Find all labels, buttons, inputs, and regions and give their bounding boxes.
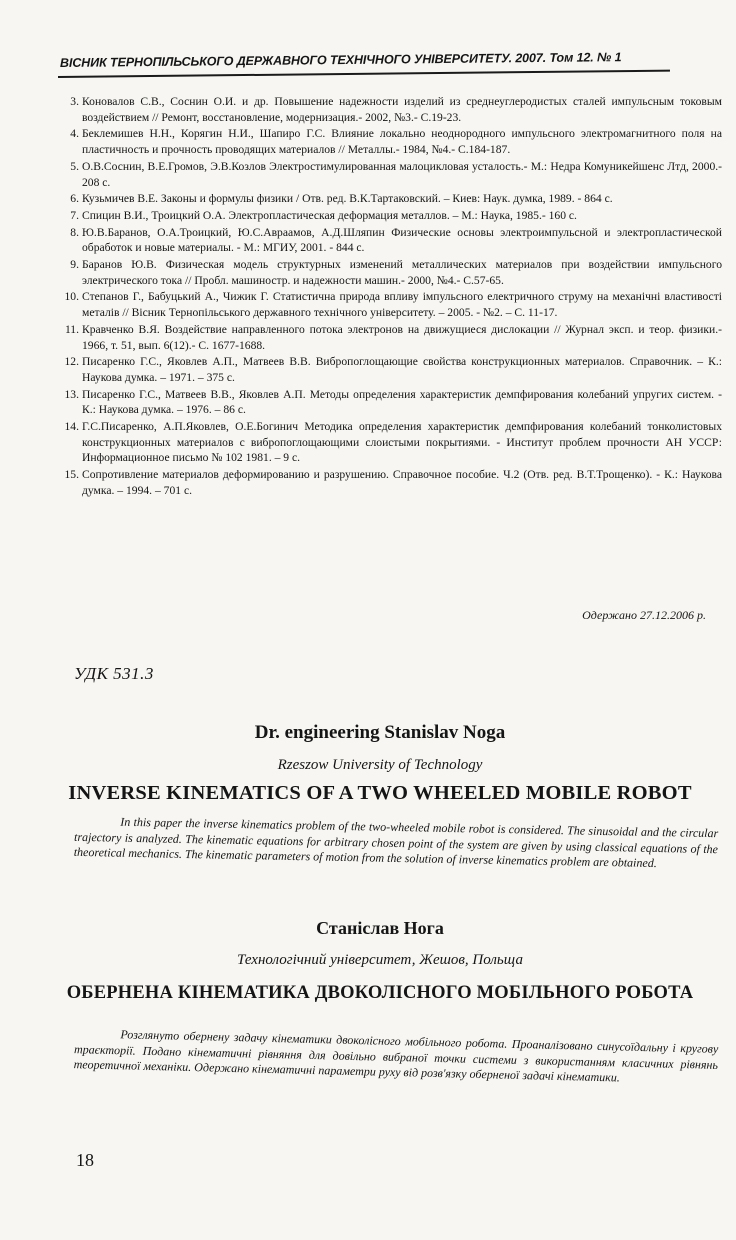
udk-code: УДК 531.3: [74, 664, 154, 683]
reference-number: 7.: [70, 208, 79, 222]
reference-text: Ю.В.Баранов, О.А.Троицкий, Ю.С.Авраамов, А.Д.Шляпин Физические основы электроимпульсной и электропластической обработок и новые материалы. - М.: МГИУ, 2001. - 844 с.: [82, 225, 722, 255]
author-ukrainian: Станіслав Нога: [316, 918, 444, 938]
reference-text: Г.С.Писаренко, А.П.Яковлев, О.Е.Богинич Методика определения характеристик демпфирования колебаний тонколистовых конструкционных материалов с вибропоглощающими слоистыми покрытиями. - Институт проблем прочности АН УССР: Информационное письмо № 102 1981. – 9 с.: [82, 420, 722, 465]
reference-number: 13.: [64, 387, 79, 401]
abstract-ukrainian: Розглянуто обернену задачу кінематики двоколісного мобільного робота. Проаналізовано синусоїдальну і кругову траєкторії. Подано кінематичні рівняння для довільно вибраної точки системи з використанням класичних рівнянь теоретичної механіки. Одержано кінематичні параметри руху від розв'язку оберненої задачі кінематики.: [73, 1027, 719, 1085]
reference-number: 10.: [64, 290, 79, 304]
reference-number: 8.: [70, 225, 79, 239]
reference-number: 3.: [70, 95, 79, 108]
reference-item: [46, 419, 722, 466]
abstract-english: In this paper the inverse kinematics problem of the two-wheeled mobile robot is considered. The sinusoidal and the circular trajectory is analyzed. The kinematic equations for arbitrary chosen point of the system are given by using classical equations of the theoretical mechanics. The kinematic parameters of motion from the solution of inverse kinematics problem are obtained.: [73, 814, 719, 871]
reference-number: 15.: [64, 468, 79, 482]
reference-text: Беклемишев Н.Н., Корягин Н.И., Шапиро Г.С. Влияние локально неоднородного импульсного электромагнитного поля на пластичность и прочность проводящих материалов // Металлы.- 1984, №4.- С.184-187.: [82, 127, 722, 157]
reference-text: Писаренко Г.С., Яковлев А.П., Матвеев В.В. Вибропоглощающие свойства конструкционных материалов. Справочник. – К.: Наукова думка. – 1971. – 375 с.: [82, 355, 722, 384]
reference-number: 14.: [64, 420, 79, 434]
reference-text: Кравченко В.Я. Воздействие направленного потока электронов на движущиеся дислокации // Журнал эксп. и теор. физики.- 1966, т. 51, вып. 6(12).- С. 1677-1688.: [82, 322, 722, 352]
header-rule: [58, 70, 670, 78]
reference-text: Степанов Г., Бабуцький А., Чижик Г. Статистична природа впливу імпульсного електричного струму на механічні властивості металів // Вісник Тернопільського державного технічного університету. – 2005. - №2. – С. 11-17.: [82, 290, 722, 320]
reference-number: 9.: [70, 258, 79, 272]
reference-text: Спицин В.И., Троицкий О.А. Электропластическая деформация металлов. – М.: Наука, 1985.- 160 с.: [82, 208, 577, 222]
title-english: INVERSE KINEMATICS OF A TWO WHEELED MOBILE ROBOT: [68, 782, 692, 804]
reference-text: Баранов Ю.В. Физическая модель структурных изменений металлических материалов при воздействии импульсного электрического тока // Пробл. машиностр. и надежности машин.- 2000, №4.- С.57-65.: [82, 258, 722, 287]
reference-text: Кузьмичев В.Е. Законы и формулы физики / Отв. ред. В.К.Тартаковский. – Киев: Наук. думка, 1989. - 864 с.: [82, 192, 613, 206]
reference-text: Коновалов С.В., Соснин О.И. и др. Повышение надежности изделий из среднеуглеродистых сталей импульсным токовым воздействием // Ремонт, восстановление, модернизация.- 2002, №3.- С.19-23.: [82, 95, 722, 124]
reference-item: [46, 387, 722, 418]
affiliation-english: Rzeszow University of Technology: [277, 757, 483, 773]
reference-number: 4.: [70, 127, 79, 141]
title-ukrainian: ОБЕРНЕНА КІНЕМАТИКА ДВОКОЛІСНОГО МОБІЛЬНОГО РОБОТА: [66, 983, 694, 1003]
reference-number: 12.: [64, 355, 79, 369]
received-date: Одержано 27.12.2006 р.: [582, 608, 706, 622]
reference-item: [46, 354, 722, 385]
reference-item: [46, 208, 722, 224]
reference-number: 5.: [70, 159, 79, 173]
reference-number: 11.: [64, 322, 79, 336]
reference-text: Писаренко Г.С., Матвеев В.В., Яковлев А.П. Методы определения характеристик демпфирования колебаний упругих систем. - К.: Наукова думка. – 1976. – 86 с.: [82, 387, 722, 417]
reference-item: [46, 94, 722, 125]
reference-item: [46, 467, 722, 498]
page-number: 18: [76, 1150, 94, 1170]
affiliation-ukrainian: Технологічний університет, Жешов, Польща: [237, 952, 523, 968]
reference-item: [46, 225, 722, 256]
reference-item: [46, 289, 722, 320]
reference-number: 6.: [70, 192, 79, 206]
reference-item: [46, 126, 722, 157]
reference-text: Сопротивление материалов деформированию и разрушению. Справочное пособие. Ч.2 (Отв. ред. В.Т.Трощенко). - К.: Наукова думка. – 1994. – 701 с.: [82, 468, 722, 497]
reference-item: [46, 159, 722, 190]
journal-header: ВІСНИК ТЕРНОПІЛЬСЬКОГО ДЕРЖАВНОГО ТЕХНІЧНОГО УНІВЕРСИТЕТУ. 2007. Том 12. № 1: [59, 50, 622, 70]
author-english: Dr. engineering Stanislav Noga: [254, 722, 506, 743]
reference-item: [46, 257, 722, 288]
reference-item: [46, 322, 722, 353]
reference-item: [46, 191, 722, 207]
reference-list: [46, 94, 722, 500]
reference-text: О.В.Соснин, В.Е.Громов, Э.В.Козлов Электростимулированная малоцикловая усталость.- М.: Недра Комуникейшенс Лтд, 2000.- 208 с.: [82, 159, 722, 189]
